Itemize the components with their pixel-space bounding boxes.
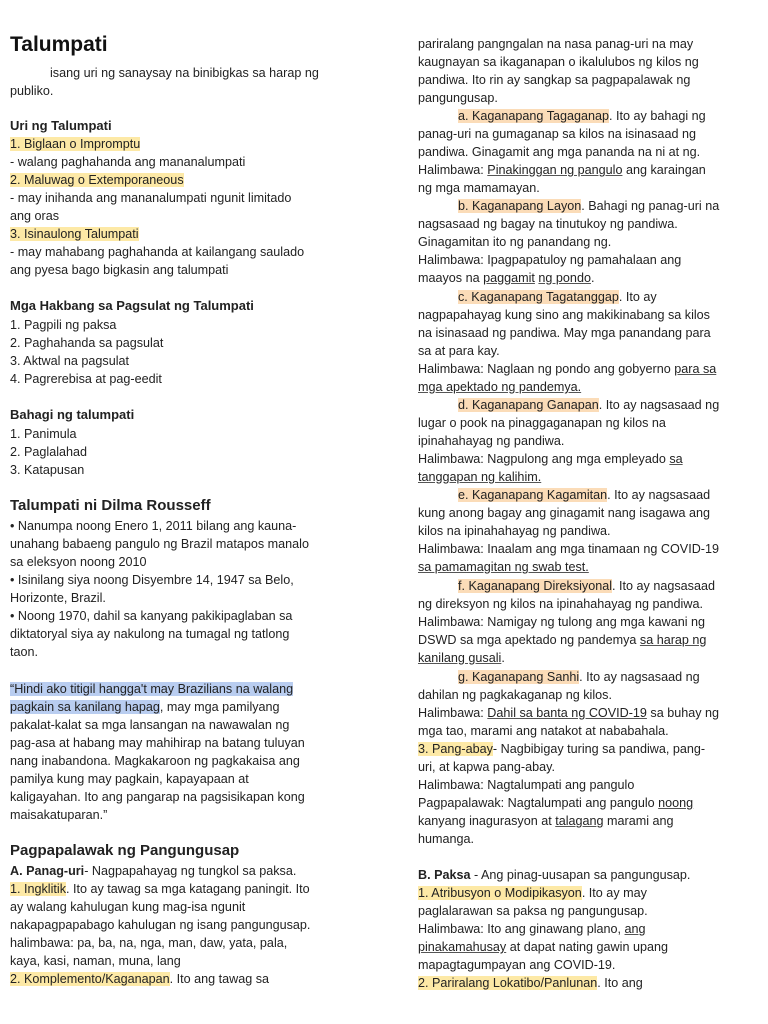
section-heading-pagpapalawak: Pagpapalawak ng Pangungusap	[10, 842, 240, 859]
text-line: halimbawa: pa, ba, na, nga, man, daw, yata, pala,	[10, 936, 288, 950]
text-line: kaya, kasi, naman, muna, lang	[10, 954, 181, 968]
text-line: Halimbawa: Pinakinggan ng pangulo ang karaingan	[418, 163, 706, 177]
list-item-desc: ang pyesa bago bigkasin ang talumpati	[10, 263, 229, 277]
text-line: e. Kaganapang Kagamitan. Ito ay nagsasaad	[458, 488, 711, 502]
text-line: 3. Pang-abay- Nagbibigay turing sa pandiwa, pang-	[418, 742, 706, 756]
text-line: kanilang gusali.	[418, 651, 505, 665]
text-line: 1. Ingklitik. Ito ay tawag sa mga katagang paningit. Ito	[10, 882, 310, 896]
text-line: uri, at kapwa pang-abay.	[418, 760, 555, 774]
text-line: Halimbawa: Namigay ng tulong ang mga kawani ng	[418, 615, 706, 629]
bullet-line: sa eleksyon noong 2010	[10, 555, 147, 569]
quote-line: maisakatuparan.”	[10, 808, 108, 822]
text-line: 1. Atribusyon o Modipikasyon. Ito ay may	[418, 886, 647, 900]
text-line: g. Kaganapang Sanhi. Ito ay nagsasaad ng	[458, 670, 700, 684]
text-line: lugar o pook na pinaggaganapan ng kilos na	[418, 416, 666, 430]
text-line: b. Kaganapang Layon. Bahagi ng panag-uri na	[458, 199, 720, 213]
highlight: 1. Ingklitik	[10, 882, 66, 896]
highlight: 1. Biglaan o Impromptu	[10, 137, 141, 151]
definition-line: publiko.	[10, 84, 54, 98]
text-line: Pagpapalawak: Nagtalumpati ang pangulo noong	[418, 796, 694, 810]
section-heading-hakbang: Mga Hakbang sa Pagsulat ng Talumpati	[10, 298, 254, 313]
text-line: DSWD sa mga apektado ng pandemya sa harap ng	[418, 633, 707, 647]
text-line: pandiwa. Ginagamit ang mga pananda na ni at ng.	[418, 145, 701, 159]
highlight: “Hindi ako titigil hangga't may Brazilians na walang	[10, 682, 294, 696]
list-item: 2. Paghahanda sa pagsulat	[10, 336, 164, 350]
text-line: Halimbawa: Nagtalumpati ang pangulo	[418, 778, 635, 792]
text-line: humanga.	[418, 832, 475, 846]
list-item	[10, 135, 140, 153]
page-title: Talumpati	[10, 33, 108, 56]
text-line: ipinahahayag ng pandiwa.	[418, 434, 565, 448]
text-line: sa pamamagitan ng swab test.	[418, 560, 589, 574]
list-item: 4. Pagrerebisa at pag-eedit	[10, 372, 162, 386]
text-line: dahilan ng pagkakaganap ng kilos.	[418, 688, 612, 702]
section-heading-dilma: Talumpati ni Dilma Rousseff	[10, 497, 211, 514]
highlight: 1. Atribusyon o Modipikasyon	[418, 886, 582, 900]
text-line: mga apektado ng pandemya.	[418, 380, 582, 394]
bullet-line: • Noong 1970, dahil sa kanyang pakikipaglaban sa	[10, 609, 293, 623]
bullet-line: • Nanumpa noong Enero 1, 2011 bilang ang kauna-	[10, 519, 297, 533]
highlight: d. Kaganapang Ganapan	[458, 398, 599, 412]
text-line: kilos na ipinahahayag ng pandiwa.	[418, 524, 611, 538]
text-line: Halimbawa: Ito ang ginawang plano, ang	[418, 922, 646, 936]
text-line: mapagtagumpayan ang COVID-19.	[418, 958, 616, 972]
bullet-line: taon.	[10, 645, 39, 659]
highlight: g. Kaganapang Sanhi	[458, 670, 580, 684]
text-line: maayos na paggamit ng pondo.	[418, 271, 595, 285]
bullet-line: diktatoryal siya ay nakulong na tumagal ng tatlong	[10, 627, 290, 641]
text-line: panag-uri na gumaganap sa kilos na isinasaad ng	[418, 127, 696, 141]
text-line: kung anong bagay ang ginagamit nang isagawa ang	[418, 506, 710, 520]
list-item-desc: ang oras	[10, 209, 60, 223]
text-line: pinakamahusay at dapat nating gawin upang	[418, 940, 668, 954]
text-line: c. Kaganapang Tagatanggap. Ito ay	[458, 290, 657, 304]
text-line: B. Paksa - Ang pinag-uusapan sa pangungusap.	[418, 868, 691, 882]
quote-line: nang inabandona. Magkakaroon ng pagkakaisa ang	[10, 754, 300, 768]
text-line: paglalarawan sa paksa ng pangungusap.	[418, 904, 648, 918]
text-line: pandiwa. Ito rin ay sangkap sa pagpapalawak ng	[418, 73, 691, 87]
text-line: nakapagpapabago kahulugan ng isang pangungusap.	[10, 918, 311, 932]
bullet-line: Horizonte, Brazil.	[10, 591, 106, 605]
text-line: sa at para kay.	[418, 344, 500, 358]
text-line: ng mga mamamayan.	[418, 181, 540, 195]
highlight: c. Kaganapang Tagatanggap	[458, 290, 619, 304]
list-item: 3. Aktwal na pagsulat	[10, 354, 130, 368]
text-line: 2. Pariralang Lokatibo/Panlunan. Ito ang	[418, 976, 643, 990]
text-line: A. Panag-uri- Nagpapahayag ng tungkol sa paksa.	[10, 864, 297, 878]
text-line: Halimbawa: Naglaan ng pondo ang gobyerno para sa	[418, 362, 717, 376]
list-item-desc: - may inihanda ang mananalumpati ngunit limitado	[10, 191, 292, 205]
text-line: d. Kaganapang Ganapan. Ito ay nagsasaad ng	[458, 398, 720, 412]
highlight: a. Kaganapang Tagaganap	[458, 109, 610, 123]
text-line: kaugnayan sa ikaganapan o ikalulubos ng kilos ng	[418, 55, 699, 69]
quote-line: pakalat-kalat sa mga lansangan na nawawalan ng	[10, 718, 290, 732]
text-line: a. Kaganapang Tagaganap. Ito ay bahagi ng	[458, 109, 706, 123]
text-line: nagsasaad ng bagay na tinutukoy ng pandiwa.	[418, 217, 678, 231]
quote-line	[10, 680, 293, 698]
highlight: 2. Komplemento/Kaganapan	[10, 972, 170, 986]
list-item-desc: - walang paghahanda ang mananalumpati	[10, 155, 246, 169]
text-line: na isinasaad ng pandiwa. May mga panandang para	[418, 326, 711, 340]
section-heading-uri: Uri ng Talumpati	[10, 118, 112, 133]
list-item: 2. Paglalahad	[10, 445, 88, 459]
text-line: mga tao, marami ang natakot at nababahala.	[418, 724, 669, 738]
text-line: f. Kaganapang Direksiyonal. Ito ay nagsasaad	[458, 579, 715, 593]
quote-line: kaligayahan. Ito ang pangarap na pagsisikapan kong	[10, 790, 305, 804]
quote-line: pagkain sa kanilang hapag, may mga pamilyang	[10, 700, 280, 714]
highlight: pagkain sa kanilang hapag	[10, 700, 160, 714]
definition-line: isang uri ng sanaysay na binibigkas sa harap ng	[50, 66, 319, 80]
text-line: pangungusap.	[418, 91, 498, 105]
quote-line: pamilya kung may pagkain, kapayapaan at	[10, 772, 249, 786]
highlight: b. Kaganapang Layon	[458, 199, 582, 213]
highlight: 2. Pariralang Lokatibo/Panlunan	[418, 976, 598, 990]
text-line: 2. Komplemento/Kaganapan. Ito ang tawag sa	[10, 972, 270, 986]
text-line: Halimbawa: Ipagpapatuloy ng pamahalaan ang	[418, 253, 682, 267]
highlight: 2. Maluwag o Extemporaneous	[10, 173, 184, 187]
text-line: Halimbawa: Nagpulong ang mga empleyado sa	[418, 452, 683, 466]
list-item-desc: - may mahabang paghahanda at kailangang saulado	[10, 245, 305, 259]
highlight: e. Kaganapang Kagamitan	[458, 488, 608, 502]
section-heading-bahagi: Bahagi ng talumpati	[10, 407, 135, 422]
text-line: nagpapahayag kung sino ang makikinabang sa kilos	[418, 308, 710, 322]
text-line: kanyang inagurasyon at talagang marami ang	[418, 814, 674, 828]
list-item: 1. Panimula	[10, 427, 77, 441]
text-line: tanggapan ng kalihim.	[418, 470, 542, 484]
highlight: 3. Isinaulong Talumpati	[10, 227, 139, 241]
bullet-line: • Isinilang siya noong Disyembre 14, 1947 sa Belo,	[10, 573, 294, 587]
text-line: Halimbawa: Inaalam ang mga tinamaan ng COVID-19	[418, 542, 720, 556]
text-line: ng direksyon ng kilos na ipinahahayag ng pandiwa.	[418, 597, 703, 611]
text-line: Halimbawa: Dahil sa banta ng COVID-19 sa buhay ng	[418, 706, 720, 720]
text-line: ay walang kahulugan kung mag-isa ngunit	[10, 900, 246, 914]
text-line: Ginagamitan ito ng panandang ng.	[418, 235, 612, 249]
list-item: 3. Katapusan	[10, 463, 85, 477]
highlight: f. Kaganapang Direksiyonal	[458, 579, 613, 593]
highlight: 3. Pang-abay	[418, 742, 493, 756]
list-item: 1. Pagpili ng paksa	[10, 318, 117, 332]
text-line: pariralang pangngalan na nasa panag-uri na may	[418, 37, 694, 51]
quote-line: pag-asa at habang may mahihirap na batang tuluyan	[10, 736, 305, 750]
list-item	[10, 225, 139, 243]
bullet-line: unahang babaeng pangulo ng Brazil matapos manalo	[10, 537, 309, 551]
list-item	[10, 171, 184, 189]
